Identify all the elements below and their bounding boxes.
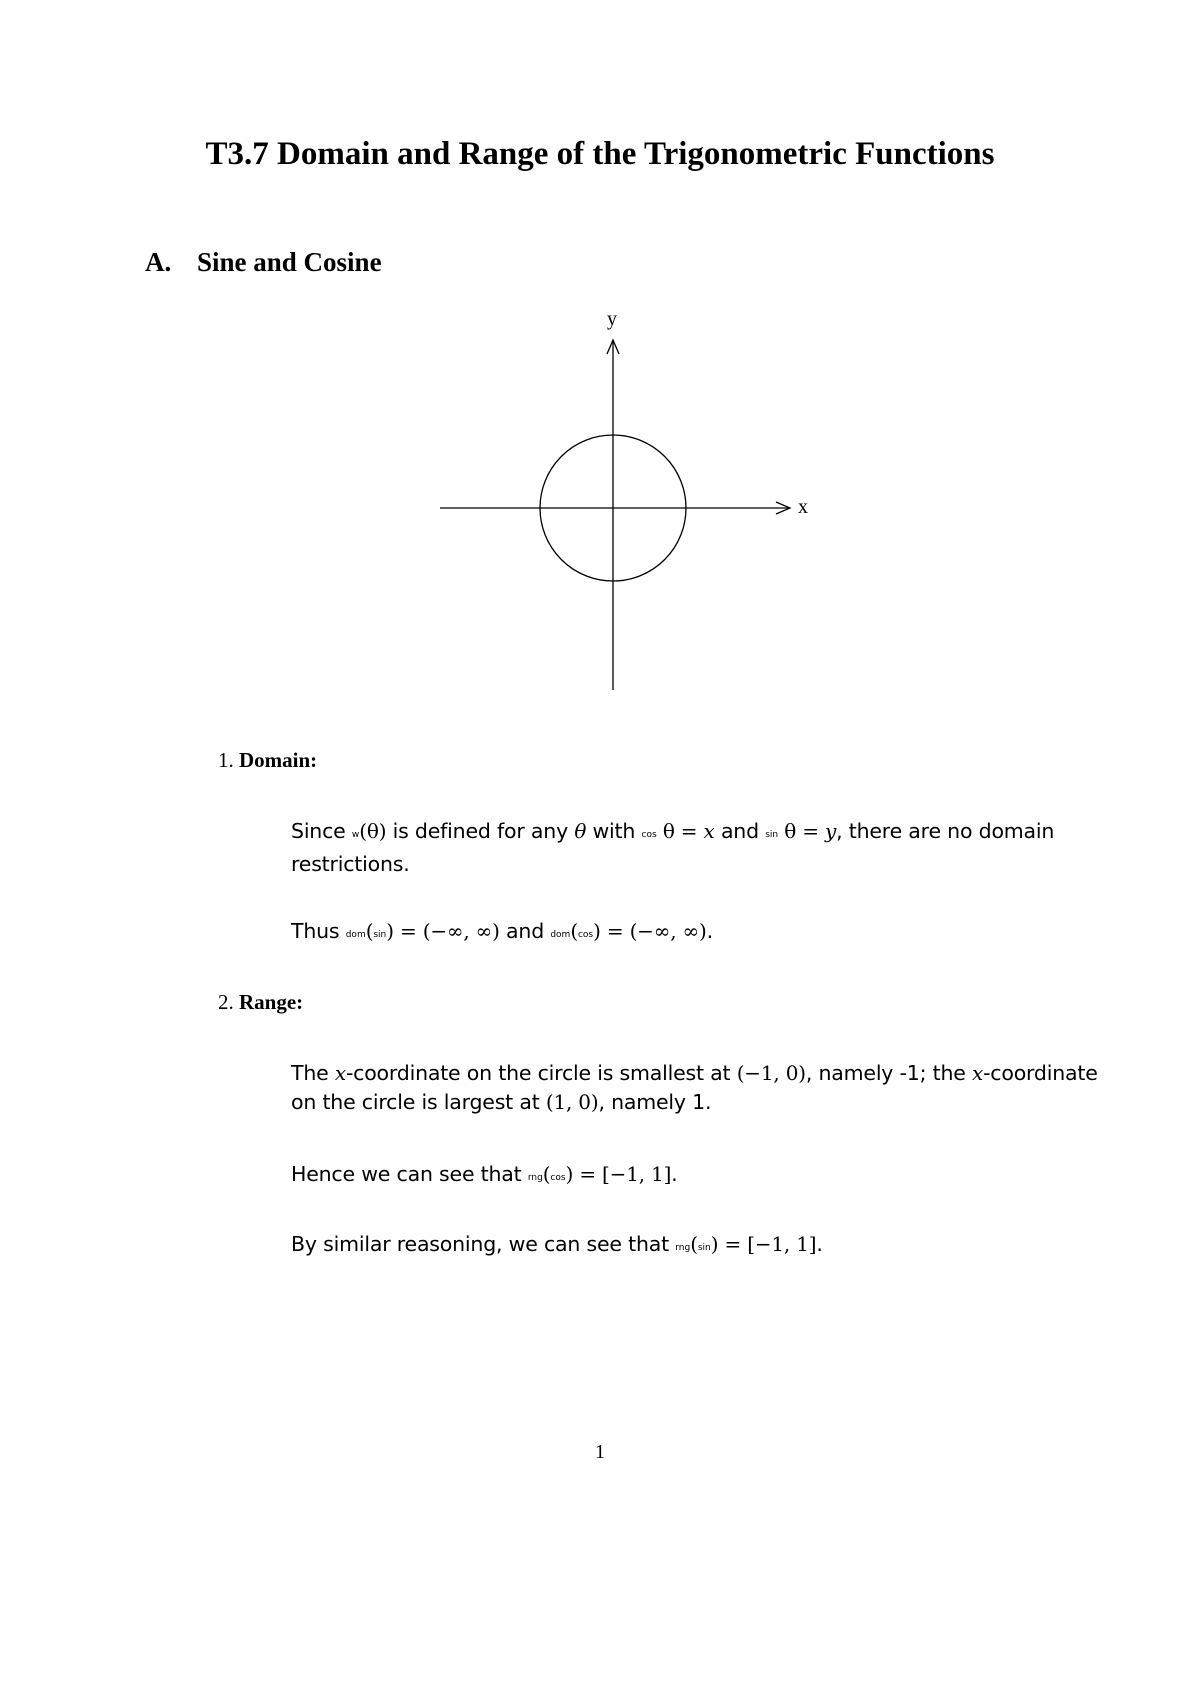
unit-circle-figure: [420, 300, 820, 700]
domain-paragraph-1: Since w(θ) is defined for any θ with cos θ = x and sin θ = y, there are no domain restrictions.: [291, 819, 1055, 876]
item-heading-range: [218, 990, 303, 1015]
range-paragraph-1: The x-coordinate on the circle is smallest at (−1, 0), namely -1; the x-coordinate on the circle is largest at (1, 0), namely 1.: [291, 1061, 1098, 1114]
item-title: Range:: [239, 990, 304, 1014]
section-heading: [145, 247, 382, 278]
domain-paragraph-2: Thus dom(sin) = (−∞, ∞) and dom(cos) = (−∞, ∞).: [291, 919, 713, 943]
item-number: 1.: [218, 748, 234, 772]
range-paragraph-2: Hence we can see that rng(cos) = [−1, 1].: [291, 1162, 678, 1186]
item-heading-domain: [218, 748, 317, 773]
range-paragraph-3: By similar reasoning, we can see that rng(sin) = [−1, 1].: [291, 1232, 823, 1256]
section-title: Sine and Cosine: [197, 247, 382, 277]
item-title: Domain:: [239, 748, 318, 772]
page-title: T3.7 Domain and Range of the Trigonometric Functions: [205, 136, 995, 172]
x-axis-label: x: [798, 496, 808, 518]
item-number: 2.: [218, 990, 234, 1014]
page-number: 1: [595, 1441, 605, 1463]
section-number: A.: [145, 247, 172, 277]
y-axis-label: y: [607, 308, 617, 330]
